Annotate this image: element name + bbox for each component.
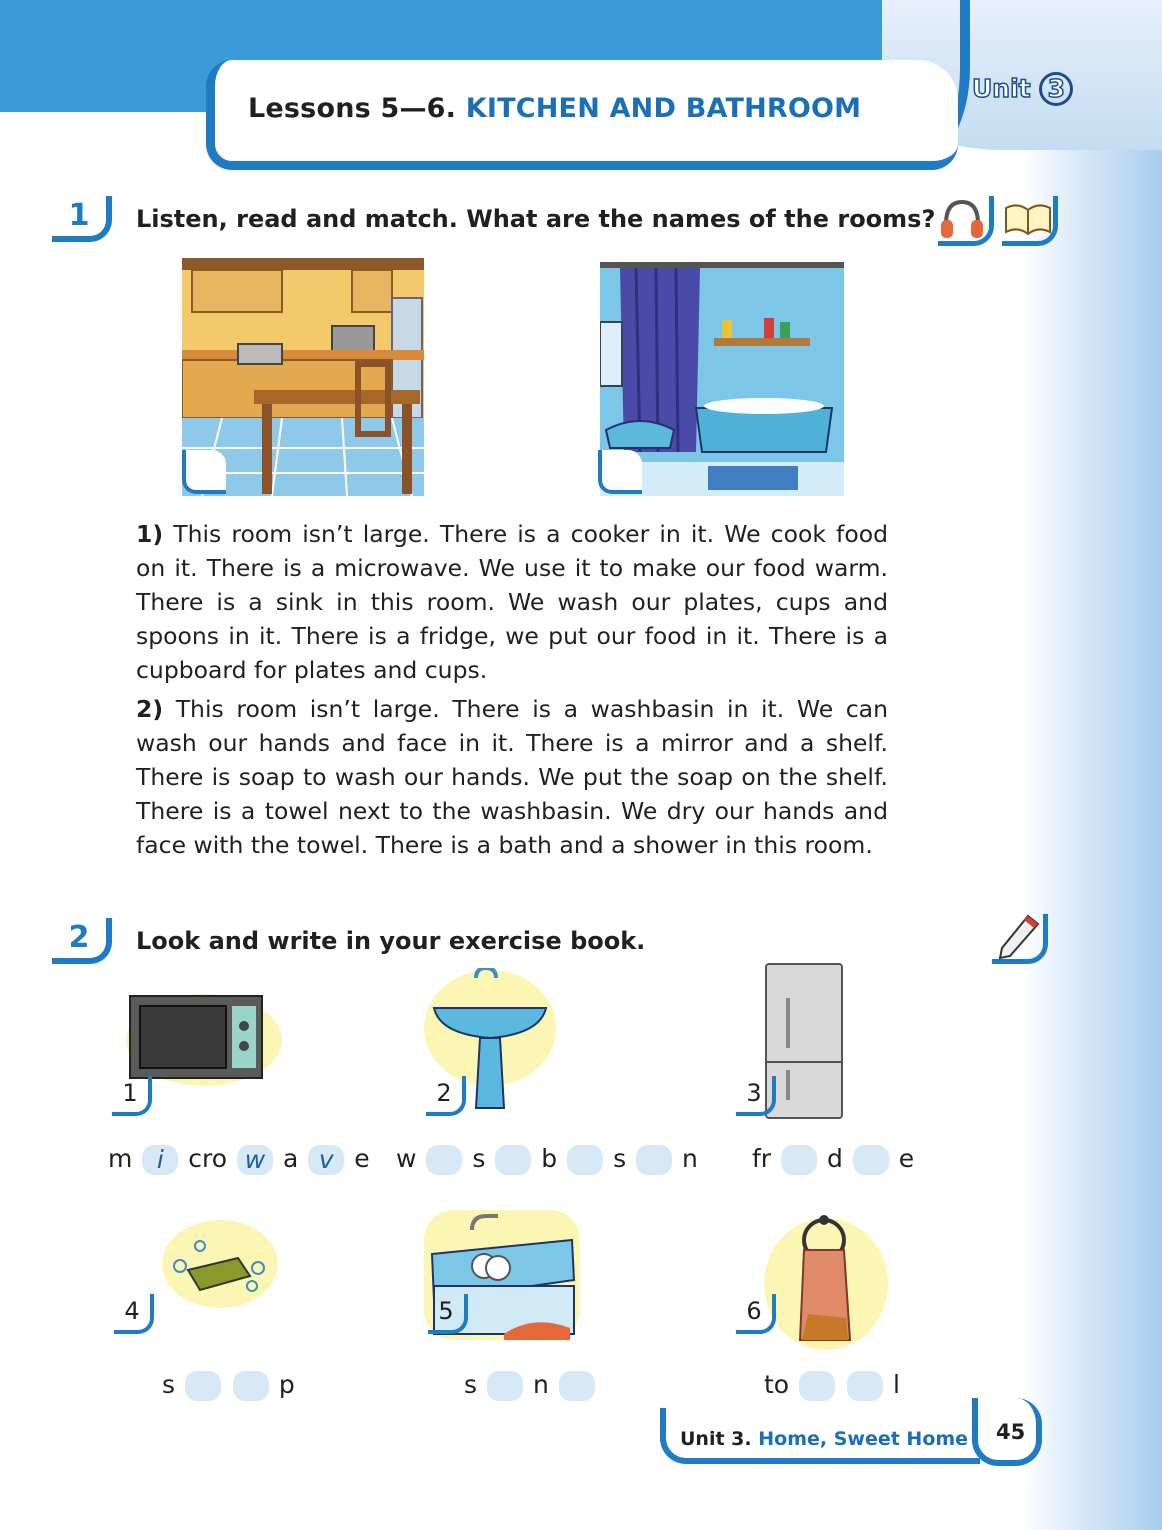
word-letters: cro [188, 1144, 228, 1173]
letter-gap[interactable] [847, 1371, 883, 1401]
word-letters: e [354, 1144, 370, 1173]
soap-picture [158, 1218, 278, 1310]
letter-gap[interactable] [495, 1145, 531, 1175]
page-title [248, 93, 908, 124]
word-letters: e [898, 1144, 915, 1173]
pencil-icon [992, 914, 1048, 964]
unit-badge-number: 3 [1039, 72, 1073, 106]
word-letters: s [464, 1370, 478, 1399]
reading-text-1 [136, 517, 888, 687]
reading-text-1-body: This room isn’t large. There is a cooker in it. We cook food on it. There is a microwave. We use it to make our food warm. There is a sink in this room. We wash our plates, cups and spoons in it. There is a fridge, we put our food in it. There is a cupboard for plates and cups. [136, 520, 888, 684]
word-microwave [108, 1144, 370, 1175]
item-6-number: 6 [736, 1294, 776, 1334]
word-letters: m [108, 1144, 133, 1173]
item-4-number: 4 [114, 1294, 154, 1334]
word-letters: s [613, 1144, 627, 1173]
exercise-2-number: 2 [52, 918, 112, 964]
letter-gap[interactable] [559, 1371, 595, 1401]
word-letters: fr [752, 1144, 772, 1173]
item-1-number: 1 [112, 1076, 152, 1116]
letter-gap[interactable] [487, 1371, 523, 1401]
letter-gap[interactable]: w [237, 1145, 273, 1175]
word-washbasin [396, 1144, 698, 1175]
word-letters: s [472, 1144, 486, 1173]
letter-gap[interactable]: v [308, 1145, 344, 1175]
page-number: 45 [996, 1420, 1026, 1444]
unit-badge [972, 72, 1073, 106]
word-letters: l [892, 1370, 900, 1399]
item-3-number: 3 [736, 1076, 776, 1116]
letter-gap[interactable]: i [142, 1145, 178, 1175]
word-fridge [752, 1144, 914, 1175]
word-letters: to [764, 1370, 790, 1399]
word-sink [464, 1370, 597, 1401]
word-letters: n [532, 1370, 549, 1399]
letter-gap[interactable] [799, 1371, 835, 1401]
fridge-picture [764, 962, 846, 1122]
exercise-2-instruction: Look and write in your exercise book. [136, 927, 646, 955]
letter-gap[interactable] [233, 1371, 269, 1401]
reading-text-1-number: 1) [136, 520, 164, 548]
word-letters: n [682, 1144, 698, 1173]
letter-gap[interactable] [426, 1145, 462, 1175]
kitchen-answer-box[interactable] [182, 450, 226, 494]
letter-gap[interactable] [567, 1145, 603, 1175]
letter-gap[interactable] [636, 1145, 672, 1175]
footer-unit-title [680, 1428, 968, 1450]
word-letters: s [162, 1370, 176, 1399]
word-letters: d [827, 1144, 843, 1173]
item-2-number: 2 [426, 1076, 466, 1116]
microwave-picture [112, 990, 282, 1088]
footer-unit-name: Home, Sweet Home [758, 1428, 969, 1450]
word-letters: a [282, 1144, 299, 1173]
towel-picture [760, 1214, 890, 1354]
letter-gap[interactable] [853, 1145, 889, 1175]
word-letters: b [541, 1144, 558, 1173]
word-letters: p [278, 1370, 295, 1399]
exercise-1-instruction: Listen, read and match. What are the names of the rooms? [136, 205, 936, 233]
word-soap [162, 1370, 295, 1401]
headphones-icon [938, 196, 994, 246]
word-towel [764, 1370, 900, 1401]
unit-badge-label: Unit [972, 74, 1031, 103]
reading-text-2 [136, 692, 888, 862]
book-icon [1002, 196, 1058, 246]
letter-gap[interactable] [781, 1145, 817, 1175]
lesson-name: KITCHEN AND BATHROOM [465, 93, 862, 124]
bathroom-answer-box[interactable] [598, 450, 642, 494]
reading-text-2-body: This room isn’t large. There is a washbasin in it. We can wash our hands and face in it. There is a mirror and a shelf. There is soap to wash our hands. We put the soap on the shelf. There is a towel next to the washbasin. We dry our hands and face with the towel. There is a bath and a shower in this room. [136, 695, 888, 859]
exercise-1-number: 1 [52, 196, 112, 242]
letter-gap[interactable] [185, 1371, 221, 1401]
item-5-number: 5 [428, 1294, 468, 1334]
lesson-number: Lessons 5—6. [248, 93, 457, 124]
reading-text-2-number: 2) [136, 695, 164, 723]
footer-unit-word: Unit 3. [680, 1428, 752, 1450]
word-letters: w [396, 1144, 417, 1173]
